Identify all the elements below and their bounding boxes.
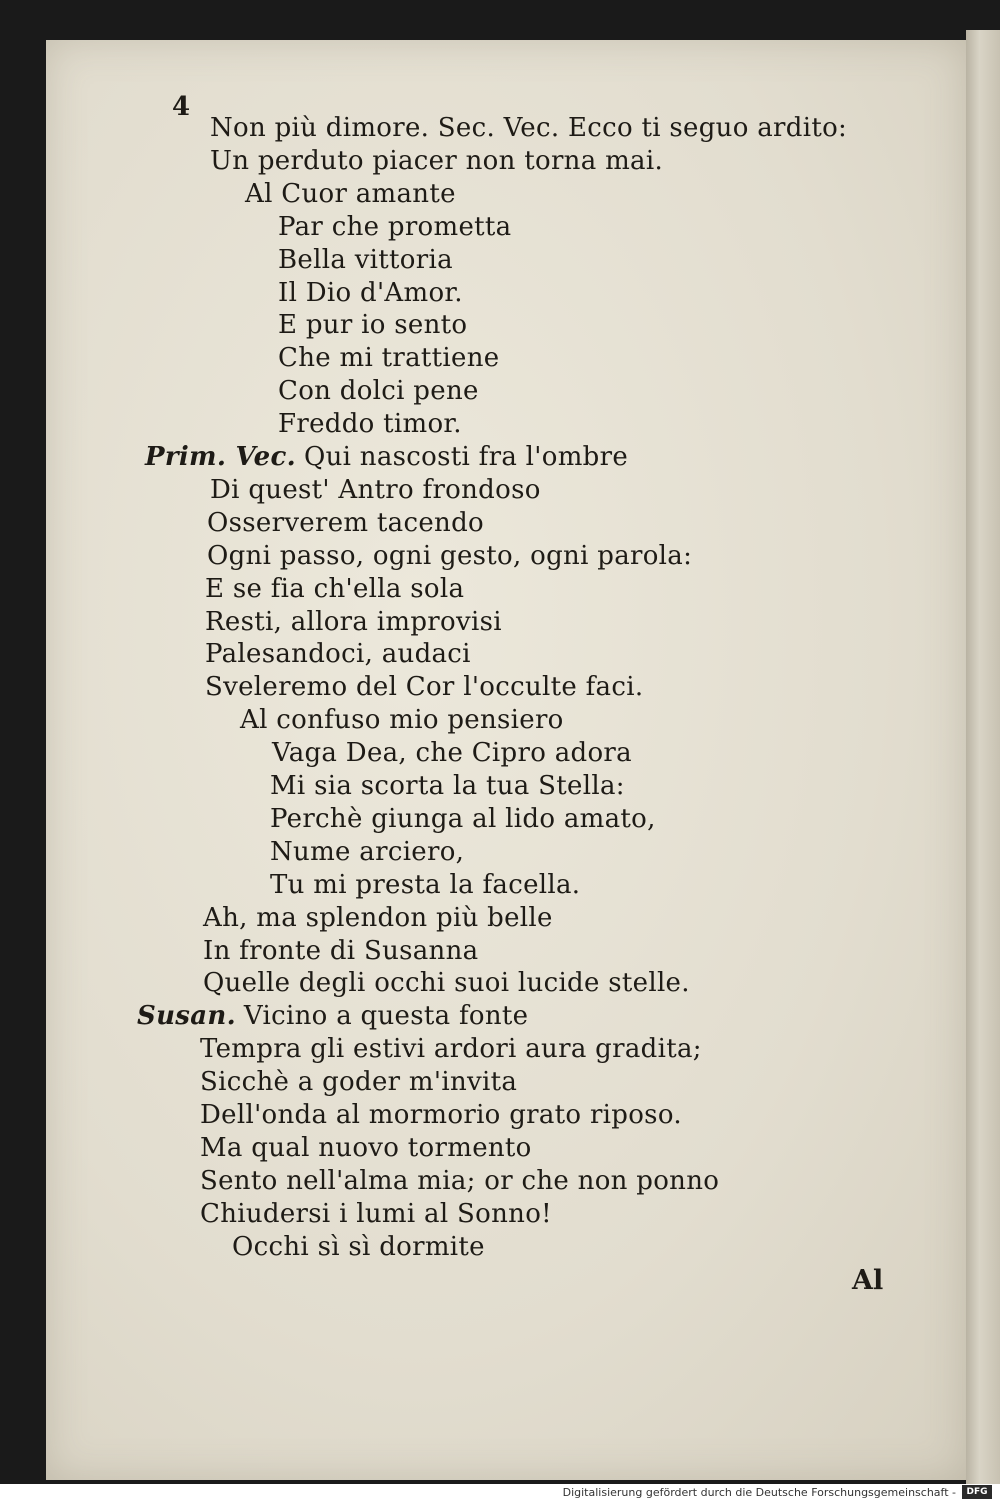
verse-line xyxy=(203,903,553,933)
verse-line xyxy=(200,1166,719,1196)
verse-line-text: Ma qual nuovo tormento xyxy=(200,1132,532,1163)
speaker-label: Prim. Vec. xyxy=(145,442,296,472)
verse-line xyxy=(200,1133,532,1163)
verse-line-text: In fronte di Susanna xyxy=(203,935,479,966)
verse-line xyxy=(278,245,453,275)
verse-line-text: Tu mi presta la facella. xyxy=(270,869,581,900)
verse-line-text: Che mi trattiene xyxy=(278,343,500,374)
verse-line-text: Di quest' Antro frondoso xyxy=(210,474,541,505)
verse-line xyxy=(278,212,511,242)
verse-line xyxy=(200,1199,552,1229)
verse-line xyxy=(270,870,580,900)
verse-line xyxy=(145,442,628,472)
verse-line xyxy=(205,607,502,637)
verse-line-text: Quelle degli occhi suoi lucide stelle. xyxy=(203,968,690,999)
verse-line xyxy=(200,1067,517,1097)
verse-line xyxy=(205,639,471,669)
verse-line-text: Osserverem tacendo xyxy=(207,507,484,538)
verse-line-text: Al Cuor amante xyxy=(245,178,456,209)
verse-line-text: Con dolci pene xyxy=(278,376,479,407)
verse-line xyxy=(203,968,690,998)
facing-page-edge xyxy=(966,30,1000,1485)
verse-line-text: Un perduto piacer non torna mai. xyxy=(210,145,664,176)
verse-line xyxy=(278,278,463,308)
verse-line xyxy=(278,343,499,373)
verse-line xyxy=(205,574,464,604)
verse-line-text: Sento nell'alma mia; or che non ponno xyxy=(200,1165,720,1196)
verse-line xyxy=(240,705,564,735)
verse-line xyxy=(270,837,464,867)
verse-line xyxy=(205,672,643,702)
verse-line xyxy=(210,113,847,143)
verse-line-text: Dell'onda al mormorio grato riposo. xyxy=(200,1100,682,1130)
verse-line xyxy=(270,771,625,801)
verse-line-text: Ah, ma splendon più belle xyxy=(203,902,553,933)
verse-line xyxy=(137,1001,528,1031)
verse-line-text: Mi sia scorta la tua Stella: xyxy=(270,771,625,801)
verse-line-text: Il Dio d'Amor. xyxy=(278,277,463,308)
speaker-label: Susan. xyxy=(137,1001,236,1032)
dfg-logo-icon: DFG xyxy=(962,1485,992,1499)
catchword: Al xyxy=(852,1265,884,1296)
verse-line-text: Palesandoci, audaci xyxy=(205,639,471,670)
verse-line-text: E pur io sento xyxy=(278,310,468,341)
verse-line xyxy=(210,146,663,176)
digitization-footer xyxy=(0,1484,1000,1502)
verse-line-text: Occhi sì sì dormite xyxy=(232,1231,485,1262)
verse-line-text: Ogni passo, ogni gesto, ogni parola: xyxy=(207,540,693,571)
verse-line-text: Non più dimore. Sec. Vec. Ecco ti seguo ardito: xyxy=(210,113,848,143)
verse-line xyxy=(207,508,484,538)
verse-line-text: Sveleremo del Cor l'occulte faci. xyxy=(205,672,644,703)
verse-line-text: Perchè giunga al lido amato, xyxy=(270,803,656,834)
verse-line-text: Sicchè a goder m'invita xyxy=(200,1067,518,1098)
verse-line-text: Vaga Dea, che Cipro adora xyxy=(272,738,632,769)
verse-line xyxy=(203,936,478,966)
verse-line xyxy=(245,179,456,209)
verse-line-text: Qui nascosti fra l'ombre xyxy=(303,442,629,472)
verse-line xyxy=(207,541,692,571)
verse-line xyxy=(272,738,632,768)
verse-line xyxy=(232,1232,485,1262)
verse-line xyxy=(278,409,462,439)
verse-line-text: Chiudersi i lumi al Sonno! xyxy=(200,1198,552,1229)
verse-line-text: Resti, allora improvisi xyxy=(205,606,502,637)
verse-line-text: Bella vittoria xyxy=(278,244,453,275)
verse-line xyxy=(210,475,541,505)
verse-line-text: Par che prometta xyxy=(278,211,512,242)
page-number: 4 xyxy=(172,92,191,122)
verse-line xyxy=(200,1100,682,1130)
verse-line-text: Al confuso mio pensiero xyxy=(240,705,564,736)
verse-line-text: Nume arciero, xyxy=(270,836,465,867)
verse-line-text: Vicino a questa fonte xyxy=(243,1001,529,1032)
verse-line xyxy=(278,310,467,340)
verse-line-text: E se fia ch'ella sola xyxy=(205,573,465,604)
verse-line-text: Tempra gli estivi ardori aura gradita; xyxy=(200,1034,702,1065)
footer-credit: Digitalisierung gefördert durch die Deutsche Forschungsgemeinschaft - xyxy=(562,1486,956,1499)
verse-line-text: Freddo timor. xyxy=(278,409,462,440)
verse-line xyxy=(270,804,656,834)
verse-line xyxy=(200,1034,702,1064)
verse-line xyxy=(278,376,479,406)
